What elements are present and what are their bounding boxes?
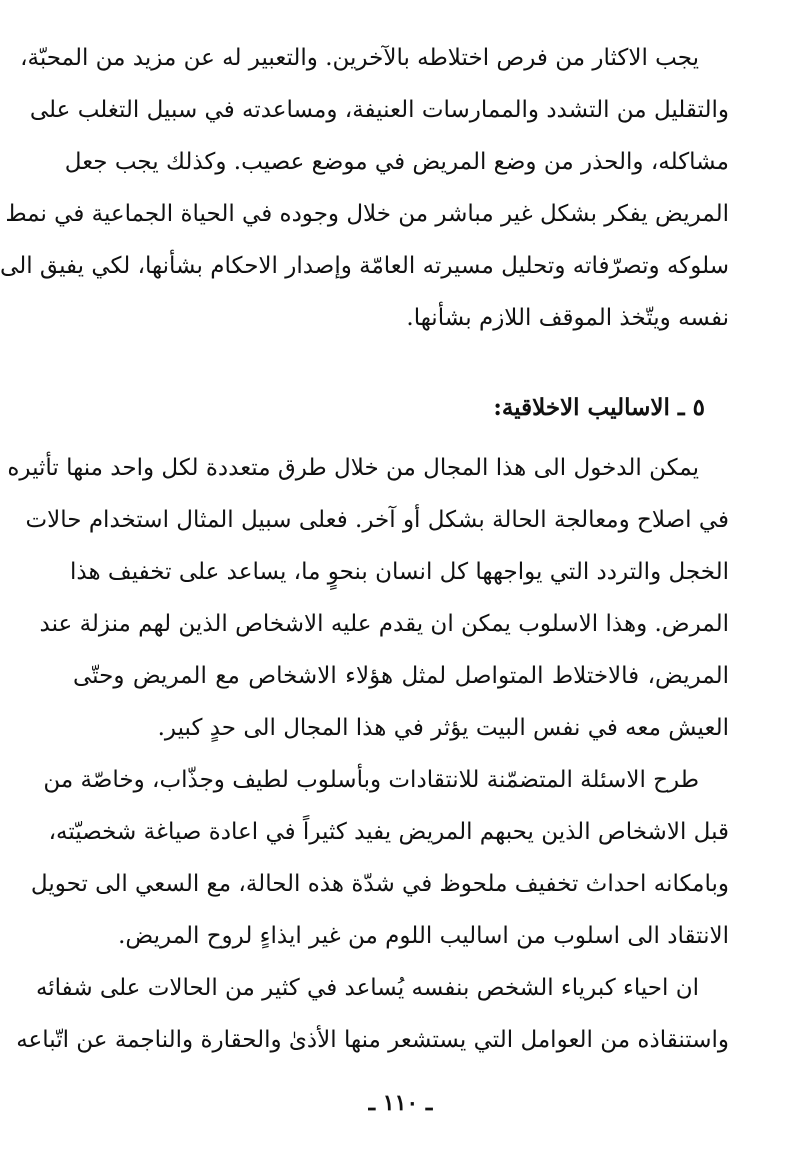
text-line: قبل الاشخاص الذين يحبهم المريض يفيد كثيراً في اعادة صياغة شخصيّته، [48, 819, 729, 845]
text-line: وبامكانه احداث تخفيف ملحوظ في شدّة هذه الحالة، مع السعي الى تحويل [30, 871, 729, 897]
text-line: يجب الاكثار من فرص اختلاطه بالآخرين. والتعبير له عن مزيد من المحبّة، [20, 45, 699, 71]
text-line: الخجل والتردد التي يواجهها كل انسان بنحوٍ ما، يساعد على تخفيف هذا [69, 559, 729, 585]
section-heading: ٥ ـ الاساليب الاخلاقية: [493, 394, 705, 421]
text-line: العيش معه في نفس البيت يؤثر في هذا المجال الى حدٍ كبير. [157, 715, 729, 741]
text-line: طرح الاسئلة المتضمّنة للانتقادات وبأسلوب لطيف وجذّاب، وخاصّة من [43, 767, 699, 793]
paragraph-2 [7, 442, 729, 1066]
text-line: يمكن الدخول الى هذا المجال من خلال طرق متعددة لكل واحد منها تأثيره [7, 455, 699, 481]
text-line: سلوكه وتصرّفاته وتحليل مسيرته العامّة وإصدار الاحكام بشأنها، لكي يفيق الى [0, 253, 729, 279]
text-line: نفسه ويتّخذ الموقف اللازم بشأنها. [406, 305, 729, 331]
paragraph-1 [0, 32, 729, 344]
text-line: واستنقاذه من العوامل التي يستشعر منها الأذىٰ والحقارة والناجمة عن اتّباعه [16, 1027, 729, 1053]
text-line: ان احياء كبرياء الشخص بنفسه يُساعد في كثير من الحالات على شفائه [35, 975, 699, 1001]
page-number: ـ ١١٠ ـ [368, 1090, 433, 1116]
text-line: في اصلاح ومعالجة الحالة بشكل أو آخر. فعلى سبيل المثال استخدام حالات [25, 507, 729, 533]
text-line: والتقليل من التشدد والممارسات العنيفة، ومساعدته في سبيل التغلب على [29, 97, 729, 123]
text-line: الانتقاد الى اسلوب من اساليب اللوم من غير ايذاءٍ لروح المريض. [118, 923, 729, 949]
text-line: المريض، فالاختلاط المتواصل لمثل هؤلاء الاشخاص مع المريض وحتّى [73, 663, 729, 689]
text-line: المرض. وهذا الاسلوب يمكن ان يقدم عليه الاشخاص الذين لهم منزلة عند [39, 611, 729, 637]
text-line: المريض يفكر بشكل غير مباشر من خلال وجوده في الحياة الجماعية في نمط [5, 201, 729, 227]
text-line: مشاكله، والحذر من وضع المريض في موضع عصيب. وكذلك يجب جعل [64, 149, 729, 175]
